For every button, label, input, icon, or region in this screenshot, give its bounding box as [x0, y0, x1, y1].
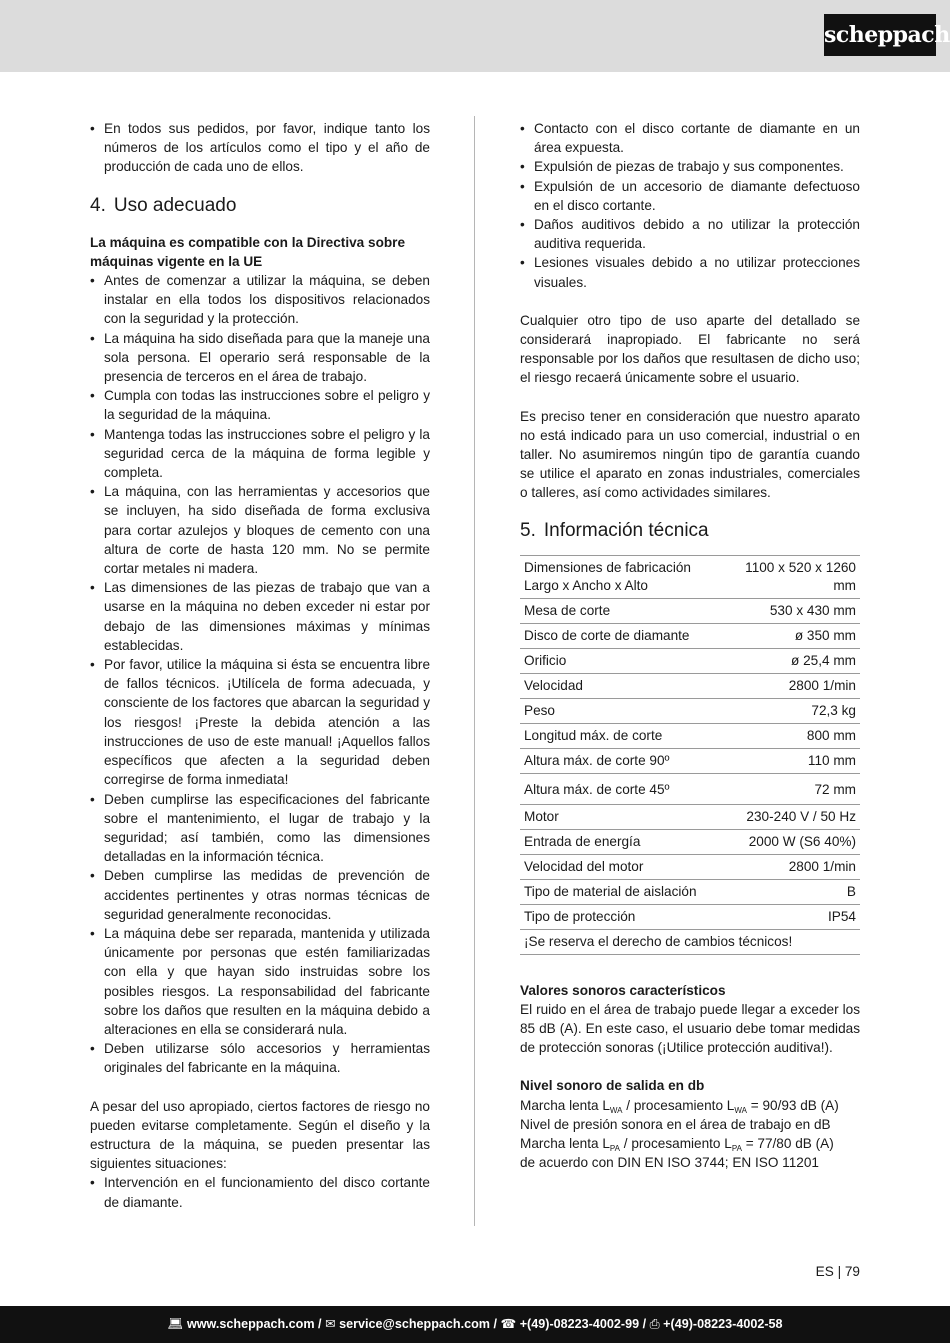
- noise-heading: Valores sonoros característicos: [520, 982, 726, 998]
- spec-label: Disco de corte de diamante: [520, 623, 717, 648]
- spec-value: 72,3 kg: [717, 698, 860, 723]
- subscript: WA: [609, 1105, 623, 1115]
- list-item: • Expulsión de piezas de trabajo y sus componentes.: [520, 157, 860, 176]
- computer-icon: 💻︎: [167, 1317, 184, 1331]
- spec-label: Tipo de protección: [520, 904, 717, 929]
- section-title: Información técnica: [543, 519, 709, 541]
- sound-text: = 77/80 dB (A): [741, 1136, 834, 1152]
- footer-website-link[interactable]: www.scheppach.com /: [186, 1317, 322, 1331]
- sound-text: = 90/93 dB (A): [746, 1097, 839, 1113]
- left-column: [90, 119, 430, 1212]
- list-item: • Mantenga todas las instrucciones sobre el peligro y la seguridad cerca de la máquina de forma legible y completa.: [90, 425, 430, 483]
- spec-label: Longitud máx. de corte: [520, 723, 717, 748]
- table-row: [520, 623, 860, 648]
- list-item: • Por favor, utilice la máquina si ésta se encuentra libre de fallos técnicos. ¡Utilícela de forma adecuada, y consciente de los factores que abarcan la seguridad y los riesgos! ¡Preste la debida atención a las instrucciones de uso de este manual! ¡Aquellos fallos específicos que afecten a la seguridad deben corregirse de forma inmediata!: [90, 655, 430, 789]
- spec-value: 530 x 430 mm: [717, 598, 860, 623]
- list-item: • Daños auditivos debido a no utilizar la protección auditiva requerida.: [520, 215, 860, 253]
- specs-note: ¡Se reserva el derecho de cambios técnicos!: [520, 929, 860, 954]
- spec-label: Dimensiones de fabricación Largo x Ancho x Alto: [520, 555, 717, 598]
- list-item: • Lesiones visuales debido a no utilizar protecciones visuales.: [520, 253, 860, 291]
- sound-text: / procesamiento L: [622, 1097, 735, 1113]
- list-item: • Deben cumplirse las medidas de prevención de accidentes pertinentes y otras normas técnicas de seguridad generalmente reconocidas.: [90, 866, 430, 924]
- intro-list: [90, 119, 430, 177]
- table-row: [520, 904, 860, 929]
- list-item: • La máquina, con las herramientas y accesorios que se incluyen, ha sido diseñada de forma exclusiva para cortar azulejos y bloques de cemento con una altura de corte de hasta 120 mm. No se permite cortar metales ni madera.: [90, 482, 430, 578]
- list-item: • Antes de comenzar a utilizar la máquina, se deben instalar en ella todos los dispositivos relacionados con la seguridad y la protección.: [90, 271, 430, 329]
- spec-value: 110 mm: [717, 748, 860, 773]
- table-row: [520, 773, 860, 804]
- table-row: [520, 698, 860, 723]
- list-item: • Cumpla con todas las instrucciones sobre el peligro y la seguridad de la máquina.: [90, 386, 430, 424]
- list-item: • Deben cumplirse las especificaciones del fabricante sobre el mantenimiento, el lugar de trabajo y la seguridad; así también, como las dimensiones detalladas en la información técnica.: [90, 790, 430, 867]
- footer-phone: +(49)-08223-4002-99 /: [519, 1317, 647, 1331]
- spec-label: Tipo de material de aislación: [520, 879, 717, 904]
- spec-label: Mesa de corte: [520, 598, 717, 623]
- header-band: [0, 0, 950, 72]
- table-row: [520, 929, 860, 954]
- misuse-paragraph: Cualquier otro tipo de uso aparte del detallado se considerará inapropiado. El fabricante no será responsable por los daños que resultasen de dicho uso; el riesgo recaerá únicamente sobre el usuario.: [520, 312, 860, 386]
- spec-value: 2800 1/min: [717, 673, 860, 698]
- sound-line-1: [520, 1096, 860, 1115]
- spec-label: Altura máx. de corte 90º: [520, 748, 717, 773]
- list-item: • Contacto con el disco cortante de diamante en un área expuesta.: [520, 119, 860, 157]
- spec-value: ø 25,4 mm: [717, 648, 860, 673]
- spec-label: Entrada de energía: [520, 829, 717, 854]
- specs-table: [520, 555, 860, 955]
- sound-text: Marcha lenta L: [520, 1097, 610, 1113]
- table-row: [520, 673, 860, 698]
- table-row: [520, 879, 860, 904]
- mail-icon: ✉: [325, 1317, 336, 1331]
- list-item: • En todos sus pedidos, por favor, indique tanto los números de los artículos como el tipo y el año de producción de cada uno de ellos.: [90, 119, 430, 177]
- sound-line-2: Nivel de presión sonora en el área de trabajo en dB: [520, 1116, 831, 1132]
- spec-value: 800 mm: [717, 723, 860, 748]
- spec-label: Altura máx. de corte 45º: [520, 773, 717, 804]
- spec-label: Velocidad del motor: [520, 854, 717, 879]
- table-row: [520, 804, 860, 829]
- section-number: 5.: [520, 519, 536, 541]
- spec-label: Peso: [520, 698, 717, 723]
- table-row: [520, 854, 860, 879]
- footer-fax: +(49)-08223-4002-58: [663, 1317, 783, 1331]
- spec-value: B: [717, 879, 860, 904]
- list-item: • La máquina ha sido diseñada para que la maneje una sola persona. El operario será responsable de la presencia de terceros en el área de trabajo.: [90, 329, 430, 387]
- subscript: PA: [609, 1144, 620, 1154]
- spec-value: 1100 x 520 x 1260 mm: [717, 555, 860, 598]
- commercial-paragraph: Es preciso tener en consideración que nuestro aparato no está indicado para un uso comercial, industrial o en taller. No asumiremos ningún tipo de garantía cuando se utilice el aparato en zonas industriales, comerciales o talleres, así como actividades similares.: [520, 408, 860, 501]
- column-divider: [474, 116, 475, 1226]
- table-row: [520, 598, 860, 623]
- risk-list-left: [90, 1173, 430, 1211]
- section-heading-4: [90, 194, 430, 218]
- spec-value: 2000 W (S6 40%): [717, 829, 860, 854]
- footer-bar: [0, 1306, 950, 1343]
- directive-heading: La máquina es compatible con la Directiva sobre máquinas vigente en la UE: [90, 234, 406, 269]
- section-heading-5: [520, 519, 860, 543]
- list-item: • Las dimensiones de las piezas de trabajo que van a usarse en la máquina no deben exceder ni estar por debajo de las dimensiones máximas y mínimas establecidas.: [90, 578, 430, 655]
- list-item: • Deben utilizarse sólo accesorios y herramientas originales del fabricante en la máquina.: [90, 1039, 430, 1077]
- noise-paragraph: El ruido en el área de trabajo puede llegar a exceder los 85 dB (A). En este caso, el usuario debe tomar medidas de protección sonoras (¡Utilice protección auditiva!).: [520, 1001, 860, 1056]
- spec-label: Orificio: [520, 648, 717, 673]
- table-row: [520, 648, 860, 673]
- spec-value: IP54: [717, 904, 860, 929]
- brand-logo: scheppach: [824, 14, 936, 56]
- risk-paragraph: A pesar del uso apropiado, ciertos factores de riesgo no pueden evitarse completamente. Según el diseño y la estructura de la máquina, se pueden presentar las siguientes situaciones:: [90, 1098, 430, 1172]
- sound-line-3: [520, 1134, 860, 1153]
- spec-value: 2800 1/min: [717, 854, 860, 879]
- risk-list-right: [520, 119, 860, 292]
- fax-icon: ⎙: [649, 1317, 660, 1331]
- table-row: [520, 555, 860, 598]
- table-row: [520, 748, 860, 773]
- sound-text: / procesamiento L: [620, 1136, 732, 1152]
- table-row: [520, 829, 860, 854]
- sound-line-4: de acuerdo con DIN EN ISO 3744; EN ISO 11201: [520, 1155, 819, 1171]
- spec-label: Motor: [520, 804, 717, 829]
- list-item: • Expulsión de un accesorio de diamante defectuoso en el disco cortante.: [520, 177, 860, 215]
- sound-heading: Nivel sonoro de salida en db: [520, 1078, 705, 1094]
- spec-value: 72 mm: [717, 773, 860, 804]
- spec-value: ø 350 mm: [717, 623, 860, 648]
- spec-label: Velocidad: [520, 673, 717, 698]
- list-item: • La máquina debe ser reparada, mantenida y utilizada únicamente por personas que estén familiarizadas con ella y que hayan sido instruidas sobre los posibles riesgos. La responsabilidad del fabricante sobre los daños que resulten en la máquina debido a alteraciones en ella se considerará nula.: [90, 924, 430, 1039]
- sound-text: Marcha lenta L: [520, 1136, 610, 1152]
- phone-icon: ☎: [500, 1317, 517, 1331]
- usage-list: [90, 271, 430, 1078]
- section-number: 4.: [90, 194, 106, 216]
- table-row: [520, 723, 860, 748]
- right-column: [520, 119, 860, 1172]
- list-item: • Intervención en el funcionamiento del disco cortante de diamante.: [90, 1173, 430, 1211]
- page-number: ES | 79: [815, 1264, 860, 1279]
- subscript: WA: [734, 1105, 747, 1115]
- footer-email-link[interactable]: service@scheppach.com /: [339, 1317, 498, 1331]
- subscript: PA: [731, 1144, 742, 1154]
- spec-value: 230-240 V / 50 Hz: [717, 804, 860, 829]
- section-title: Uso adecuado: [113, 194, 237, 216]
